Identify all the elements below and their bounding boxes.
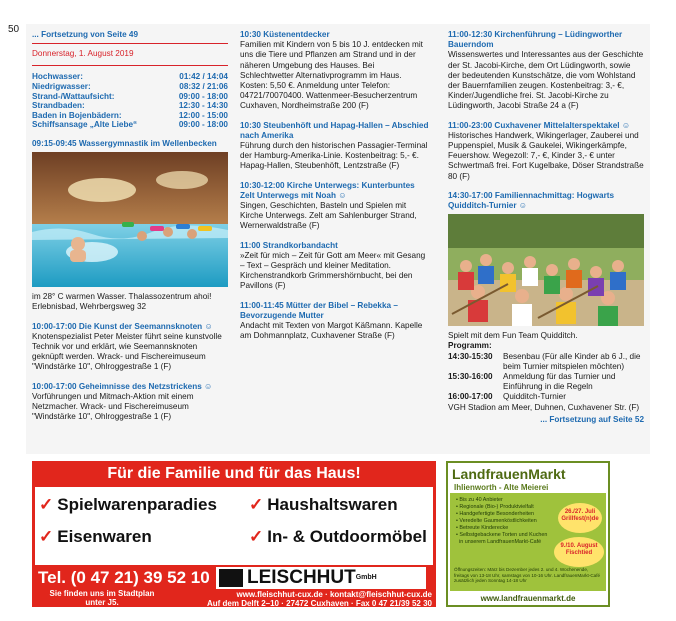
event-venue: VGH Stadion am Meer, Duhnen, Cuxhavener Str. (F): [448, 402, 640, 412]
schedule: [448, 352, 644, 403]
ad-address: Auf dem Delft 2–10 · 27472 Cuxhaven · Fax 0 47 21/39 52 30: [206, 598, 432, 608]
pool-photo: [32, 152, 228, 287]
event-title: 14:30-17:00 Familiennachmittag: Hogwarts Quidditch-Turnier ☺: [448, 190, 615, 211]
checkmark-icon: ✓: [39, 495, 54, 514]
page-number: 50: [8, 24, 20, 35]
quidditch-photo: [448, 214, 644, 326]
ad-contact: [162, 591, 432, 608]
event-badge: 26./27. Juli Grillfest(n)de: [558, 503, 602, 533]
tide-row: Niedrigwasser: 08:32 / 21:06: [32, 82, 228, 91]
fleischhut-logo: LEISCHHUTGmbH: [216, 567, 426, 589]
checkmark-icon: ✓: [249, 495, 264, 514]
ad2-url[interactable]: www.landfrauenmarkt.de: [480, 594, 576, 603]
ad2-hours: Öffnungszeiten: März bis Dezember jedes 2. und 4. Wochenende, freitags von 13-18 Uhr, samstags von 10-16 Uhr. LandfrauenMarkt-Café zusätzlich jeden Sonntag 14-18 Uhr: [454, 567, 601, 584]
event-text: »Zeit für mich – Zeit für Gott am Meer« mit Gesang – Text – Gespräch und kleiner Meditation. Kirchenstrandkorb Grimmershörnbucht, bei den Pavillons (F): [240, 250, 426, 291]
list-item: • Handgefertigte Besonderheiten: [456, 511, 535, 517]
continued-on[interactable]: ... Fortsetzung auf Seite 52: [540, 414, 644, 424]
logo-mark-icon: [219, 569, 243, 587]
event-text: Historisches Handwerk, Wikingerlager, Zauberei und Puppenspiel, Musik & Gaukelei, Wikingerkämpfe, Feuershow. Wegezoll: 7,- €, Kinder 3,- € unter Schwertmaß frei. Fort Kugelbake, Döser Strandstraße 80 (F): [448, 130, 644, 181]
ad-web-line[interactable]: www.fleischhut-cux.de · kontakt@fleischhut-cux.de: [236, 590, 432, 599]
event-title: 09:15-09:45 Wassergymnastik im Wellenbecken: [32, 138, 217, 148]
list-item: • Betreute Kinderecke: [456, 525, 509, 531]
tide-row: Schiffsansage „Alte Liebe“ 09:00 - 18:00: [32, 120, 228, 130]
column-3: [448, 30, 644, 425]
event-text: Andacht mit Texten von Margot Käßmann. Kapelle am Dohmannplatz, Cuxhavener Straße (F): [240, 321, 423, 341]
column-2: [240, 30, 430, 350]
ad2-content: [450, 493, 606, 591]
list-item: • Veredelte Gaumenköstlichkeiten: [456, 518, 537, 524]
event-text: Führung durch den historischen Passagier-Terminal der Hamburg-Amerika-Linie. Kostenbeitrag: 5,- €. Hapag-Hallen, Steubenhöft, Lentzstraße (F): [240, 141, 428, 171]
event-text: Singen, Geschichten, Basteln und Spielen mit Kirche Unterwegs. Zelt am Sahlenburger Strand, Wernerwaldstraße (F): [240, 201, 417, 231]
checkmark-icon: ✓: [39, 527, 54, 546]
event-badge: 9./10. August Fischtied: [554, 537, 604, 567]
event-text: im 28° C warmen Wasser. Thalassozentrum ahoi! Erlebnisbad, Wehrbergsweg 32: [32, 292, 212, 312]
tide-row: Strandbaden: 12:30 - 14:30: [32, 101, 228, 111]
programm-label: Programm:: [448, 341, 492, 351]
ad-item: ✓ In- & Outdoormöbel: [249, 527, 427, 546]
checkmark-icon: ✓: [249, 527, 264, 546]
ad-product-list: [35, 487, 433, 565]
tide-row: Strand-/Wattaufsicht: 09:00 - 18:00: [32, 91, 228, 101]
event-title: 10:30 Steubenhöft und Hapag-Hallen – Abschied nach Amerika: [240, 120, 429, 140]
ad-item: ✓ Haushaltswaren: [249, 495, 398, 514]
fleischhut-ad[interactable]: [32, 461, 436, 607]
event-text: Vorführungen und Mitmach-Aktion mit einem Netzmacher. Wrack- und Fischereimuseum "Windstärke 10", Ohlroggestraße 1 (F): [32, 391, 194, 422]
tide-row: Baden in Bojenbädern: 12:00 - 15:00: [32, 110, 228, 120]
ad-item: ✓ Eisenwaren: [39, 527, 152, 546]
tide-row: Hochwasser: 01:42 / 14:04: [32, 72, 228, 82]
event-title: 10:30 Küstenentdecker: [240, 30, 330, 39]
list-item: • Selbstgebackene Torten und Kuchen: [456, 532, 548, 538]
divider: [32, 43, 228, 44]
event-title: 10:00-17:00 Geheimnisse des Netzstrickens ☺: [32, 381, 213, 391]
schedule-row: 16:00-17:00 Quidditch-Turnier: [448, 392, 566, 402]
ad2-feature-list: [456, 497, 556, 546]
schedule-row: 15:30-16:00 Anmeldung für das Turnier und Einführung in die Regeln: [448, 372, 616, 392]
ad2-title: LandfrauenMarkt: [452, 466, 566, 482]
schedule-row: 14:30-15:30 Besenbau (Für alle Kinder ab 6 J., die beim Turnier mitspielen möchten): [448, 351, 641, 371]
event-title: 11:00 Strandkorbandacht: [240, 240, 338, 250]
ad-map-note: Sie finden uns im Stadtplan unter J5.: [49, 589, 155, 607]
ad2-location: Ihlienworth - Alte Meierei: [454, 483, 549, 492]
event-title: 10:30-12:00 Kirche Unterwegs: Kunterbuntes Zelt Unterwegs mit Noah ☺: [240, 180, 415, 200]
event-title: 10:00-17:00 Die Kunst der Seemannsknoten ☺: [32, 321, 213, 331]
list-item: • Bis zu 40 Anbieter: [456, 497, 503, 503]
continued-from[interactable]: ... Fortsetzung von Seite 49: [32, 30, 139, 39]
divider: [32, 65, 228, 66]
list-item: • Regionale (Bio-) Produktvielfalt: [456, 504, 534, 510]
event-date: Donnerstag, 1. August 2019: [32, 49, 134, 59]
event-text: Spielt mit dem Fun Team Quidditch.: [448, 331, 578, 341]
tide-table: [32, 72, 228, 130]
event-text: Familien mit Kindern von 5 bis 10 J. entdecken mit uns die Tiere und Pflanzen am Strand und in der näheren Umgebung des Hauses. Bei Schlechtwetter Alternativprogramm im Haus. Kosten: 5,50 €. Anmeldung unter Telefon: 04721/70070400. Wattenmeer-Besucherzentrum Cuxhaven, Nordheimstraße 200 (F): [240, 40, 423, 111]
event-title: 11:00-11:45 Mütter der Bibel – Rebekka – Bevorzugende Mutter: [240, 300, 398, 320]
event-text: Knotenspezialist Peter Meister führt seine kunstvolle Technik vor und erklärt, wie Seemannsknoten geknüpft werden. Wrack- und Fischereimuseum "Windstärke 10", Ohlroggestraße 1 (F): [32, 331, 222, 372]
landfrauenmarkt-ad[interactable]: [446, 461, 610, 607]
event-title: 11:00-23:00 Cuxhavener Mittelalterspektakel ☺: [448, 120, 631, 130]
ad-item: ✓ Spielwarenparadies: [39, 495, 217, 514]
event-text: Wissenswertes und Interessantes aus der Geschichte der St. Jacobi-Kirche, dem Ort Lüdingworth, sowie der bedeutenden Kunstschätze, die vom Wohlstand der Bauernfamilien zeugen. Kostenbeitrag: 3,- €, Kinder/Jugendliche frei. St. Jacobi-Kirche zu Lüdingworth, Jacobi Straße 24 a (F): [448, 50, 644, 111]
ad-phone[interactable]: Tel. (0 47 21) 39 52 10: [38, 568, 210, 587]
list-item: in unserem LandfrauenMarkt-Café: [459, 539, 542, 545]
column-1: [32, 30, 228, 431]
ad-headline: Für die Familie und für das Haus!: [107, 465, 361, 482]
event-title: 11:00-12:30 Kirchenführung – Lüdingworther Bauerndom: [448, 30, 623, 50]
